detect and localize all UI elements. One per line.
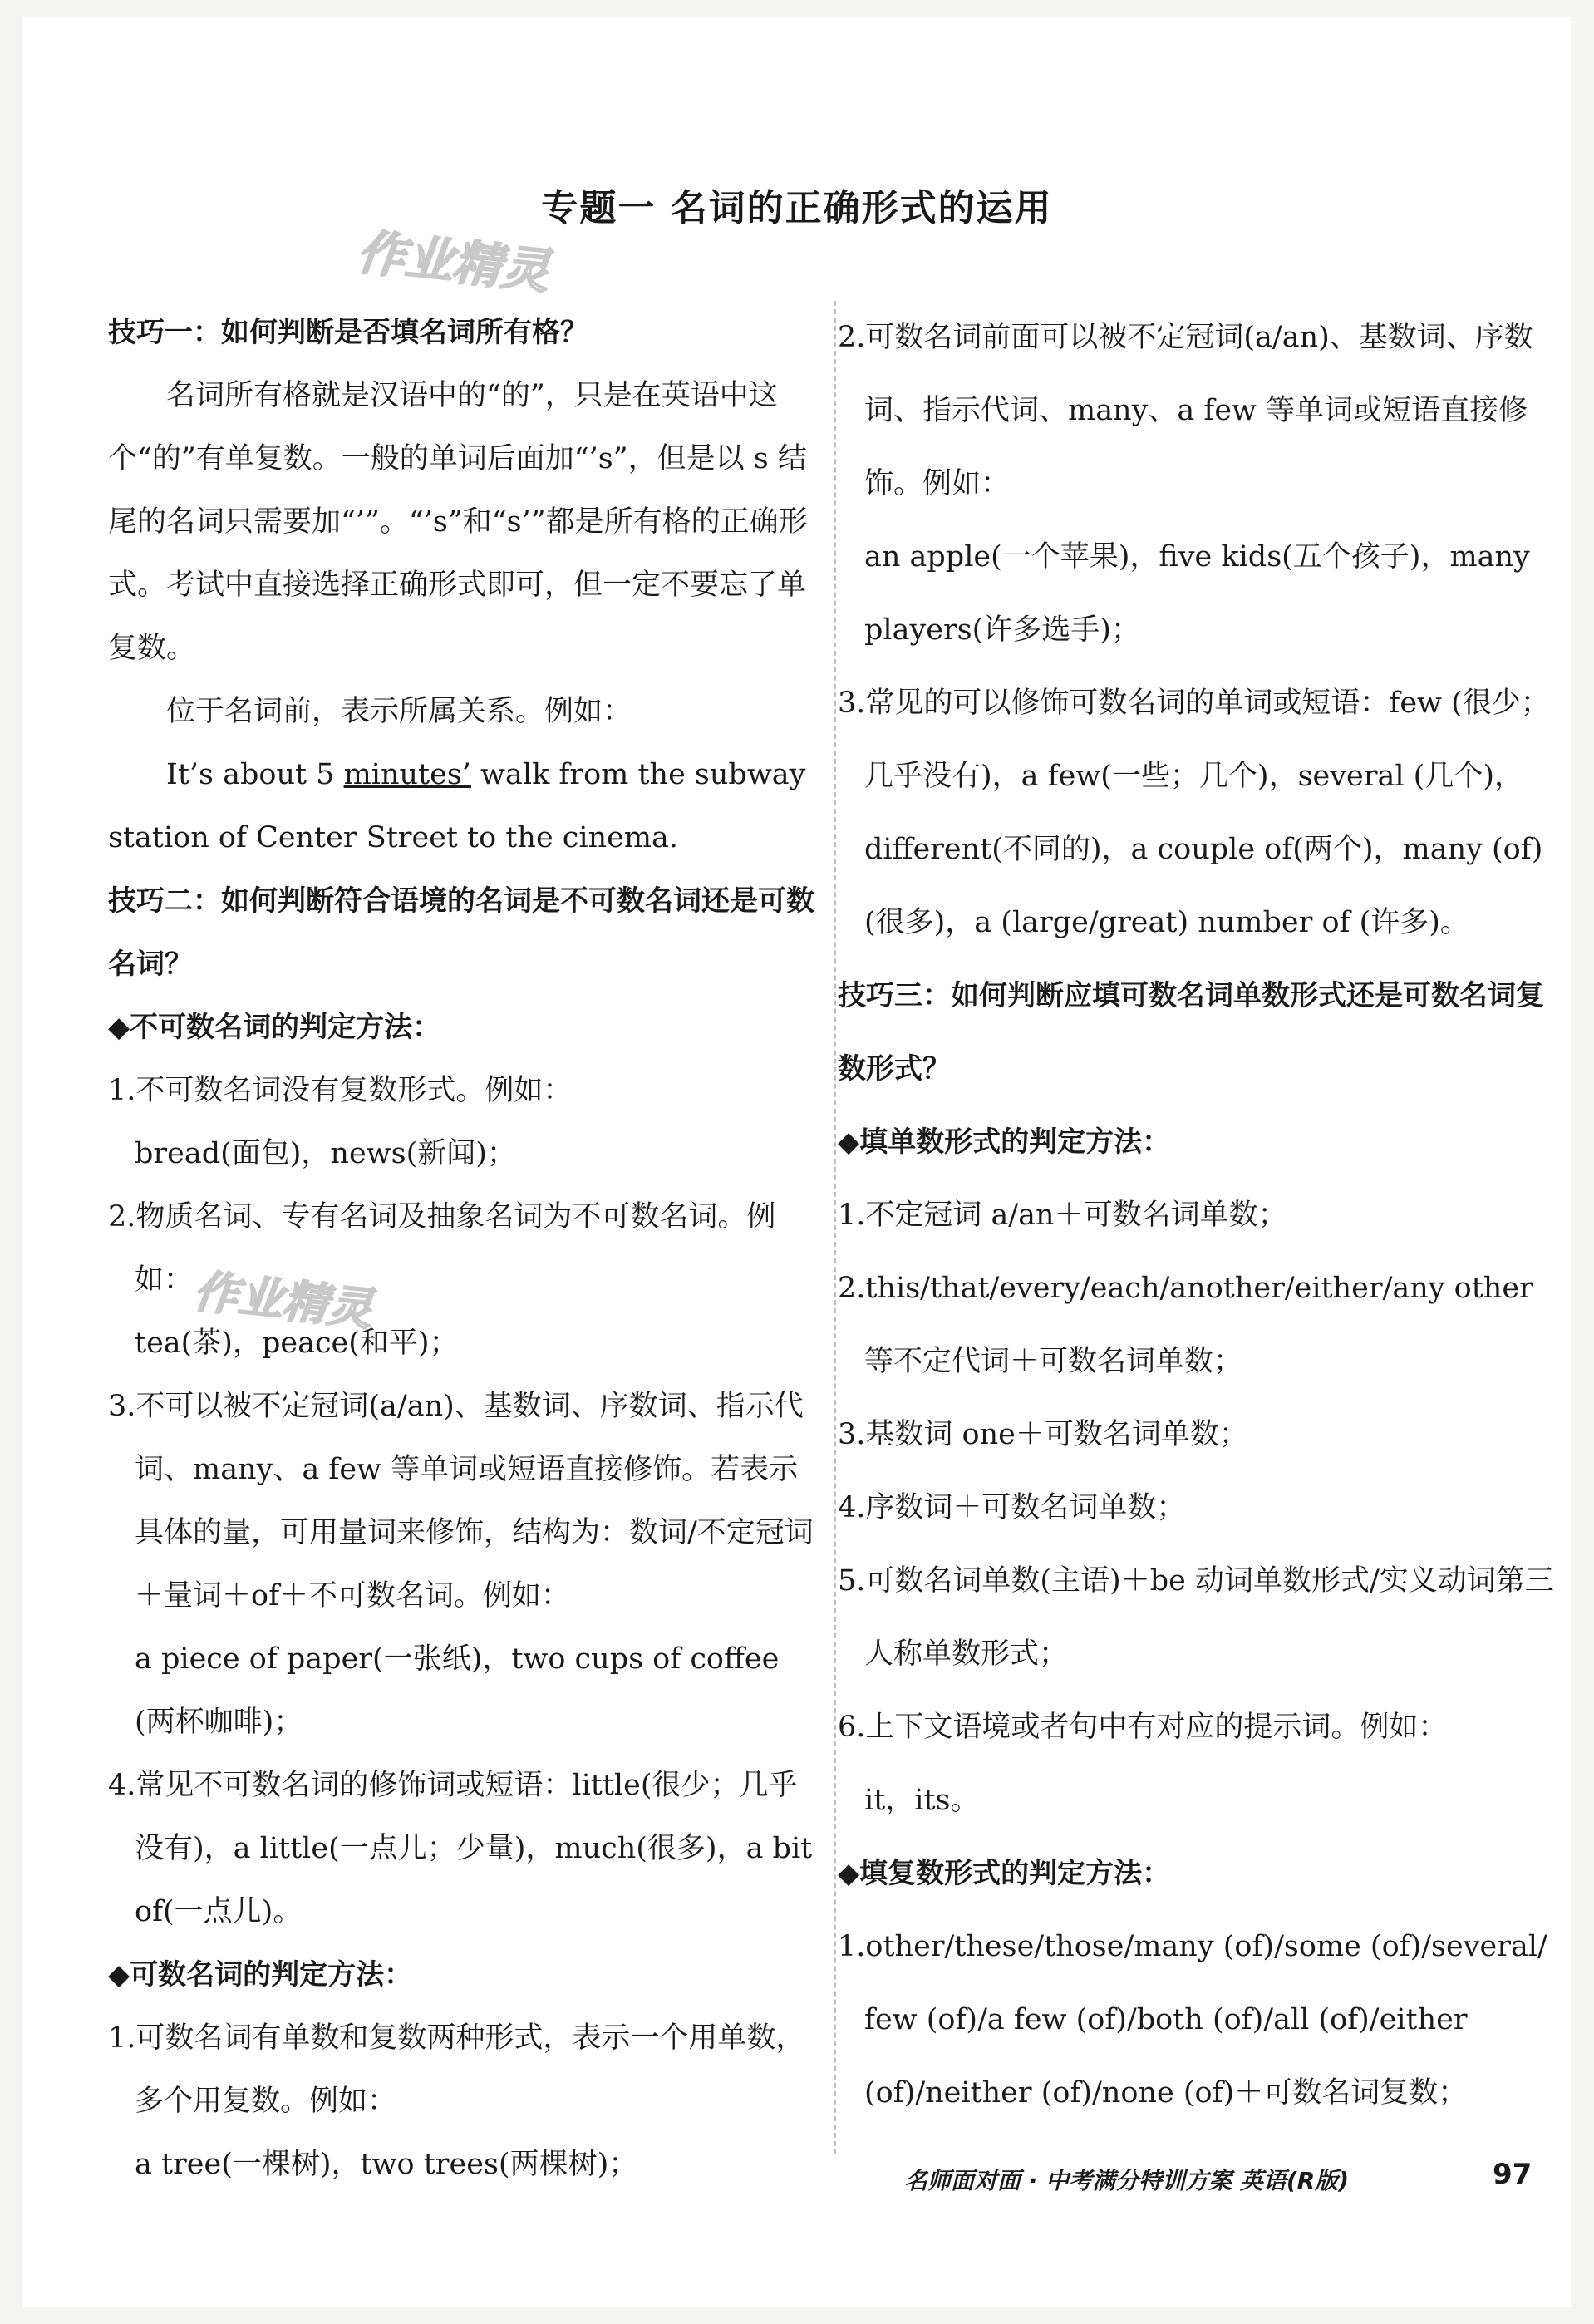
page-title: 专题一 名词的正确形式的运用	[541, 187, 1053, 229]
list-item: 6.上下文语境或者句中有对应的提示词。例如：	[838, 1711, 1448, 1744]
left-column	[108, 301, 817, 2196]
uncountable-heading: ◆不可数名词的判定方法：	[108, 1011, 441, 1044]
list-example: it，its。	[864, 1784, 980, 1817]
list-item: 1.可数名词有单数和复数两种形式，表示一个用单数，多个用复数。例如：	[108, 2021, 805, 2118]
tip1-intro: 位于名词前，表示所属关系。例如：	[166, 695, 632, 728]
list-item: 4.常见不可数名词的修饰词或短语：little(很少；几乎没有)，a little(一点儿；少量)，much(很多)，a bit of(一点儿)。	[108, 1769, 813, 1928]
example-text: It’s about 5	[166, 758, 344, 791]
footer: 名师面对面 · 中考满分特训方案 英语(R版)	[904, 2167, 1350, 2194]
list-item: 4.序数词＋可数名词单数；	[838, 1491, 1186, 1524]
tip3-heading: 技巧三：如何判断应填可数名词单数形式还是可数名词复数形式？	[838, 979, 1544, 1086]
list-example: tea(茶)，peace(和平)；	[135, 1327, 459, 1360]
list-item: 5.可数名词单数(主语)＋be 动词单数形式/实义动词第三人称单数形式；	[838, 1564, 1554, 1671]
list-example: bread(面包)，news(新闻)；	[135, 1137, 516, 1170]
tip2-heading: 技巧二：如何判断符合语境的名词是不可数名词还是可数名词？	[108, 884, 814, 981]
list-item: 2.物质名词、专有名词及抽象名词为不可数名词。例如：	[108, 1200, 776, 1297]
singular-heading: ◆填单数形式的判定方法：	[838, 1125, 1171, 1159]
right-column	[838, 301, 1561, 2130]
list-item: 3.不可以被不定冠词(a/an)、基数词、序数词、指示代词、many、a few 等单词或短语直接修饰。若表示具体的量，可用量词来修饰，结构为：数词/不定冠词＋量词＋of＋不可数名词。例如：	[108, 1390, 814, 1613]
list-item: 2.可数名词前面可以被不定冠词(a/an)、基数词、序数词、指示代词、many、a few 等单词或短语直接修饰。例如：	[838, 321, 1533, 500]
countable-heading: ◆可数名词的判定方法：	[108, 1958, 413, 1992]
list-example: an apple(一个苹果)，five kids(五个孩子)，many players(许多选手)；	[864, 540, 1530, 647]
list-item: 1.不定冠词 a/an＋可数名词单数；	[838, 1199, 1287, 1232]
column-divider	[834, 301, 836, 2154]
list-item: 1.不可数名词没有复数形式。例如：	[108, 1074, 573, 1107]
watermark: 作业精灵	[354, 224, 553, 300]
example-text: walk from the subway station of Center Street to the cinema.	[108, 758, 806, 854]
list-item: 2.this/that/every/each/another/either/any other 等不定代词＋可数名词单数；	[838, 1272, 1533, 1378]
page	[23, 17, 1571, 2307]
list-item: 1.other/these/those/many (of)/some (of)/several/ few (of)/a few (of)/both (of)/all (of)/either (of)/neither (of)/none (of)＋可数名词复数；	[838, 1930, 1547, 2110]
tip1-heading: 技巧一：如何判断是否填名词所有格？	[108, 316, 588, 349]
list-item: 3.常见的可以修饰可数名词的单词或短语：few (很少；几乎没有)，a few(一些；几个)，several (几个)，different(不同的)，a couple of(两个)，many (of)(很多)，a (large/great) number of (许多)。	[838, 687, 1550, 939]
list-example: a tree(一棵树)，two trees(两棵树)；	[135, 2148, 638, 2181]
tip1-paragraph: 名词所有格就是汉语中的“的”，只是在英语中这个“的”有单复数。一般的单词后面加“’s”，但是以 s 结尾的名词只需要加“’”。“’s”和“s’”都是所有格的正确形式。考试中直接选择正确形式即可，但一定不要忘了单复数。	[108, 379, 808, 665]
watermark: 作业精灵	[190, 1264, 376, 1337]
list-example: a piece of paper(一张纸)，two cups of coffee (两杯咖啡)；	[135, 1642, 780, 1739]
tip1-example	[108, 743, 817, 869]
example-underlined: minutes’	[343, 758, 471, 791]
page-number: 97	[1493, 2158, 1533, 2191]
list-item: 3.基数词 one＋可数名词单数；	[838, 1418, 1248, 1451]
plural-heading: ◆填复数形式的判定方法：	[838, 1857, 1171, 1890]
